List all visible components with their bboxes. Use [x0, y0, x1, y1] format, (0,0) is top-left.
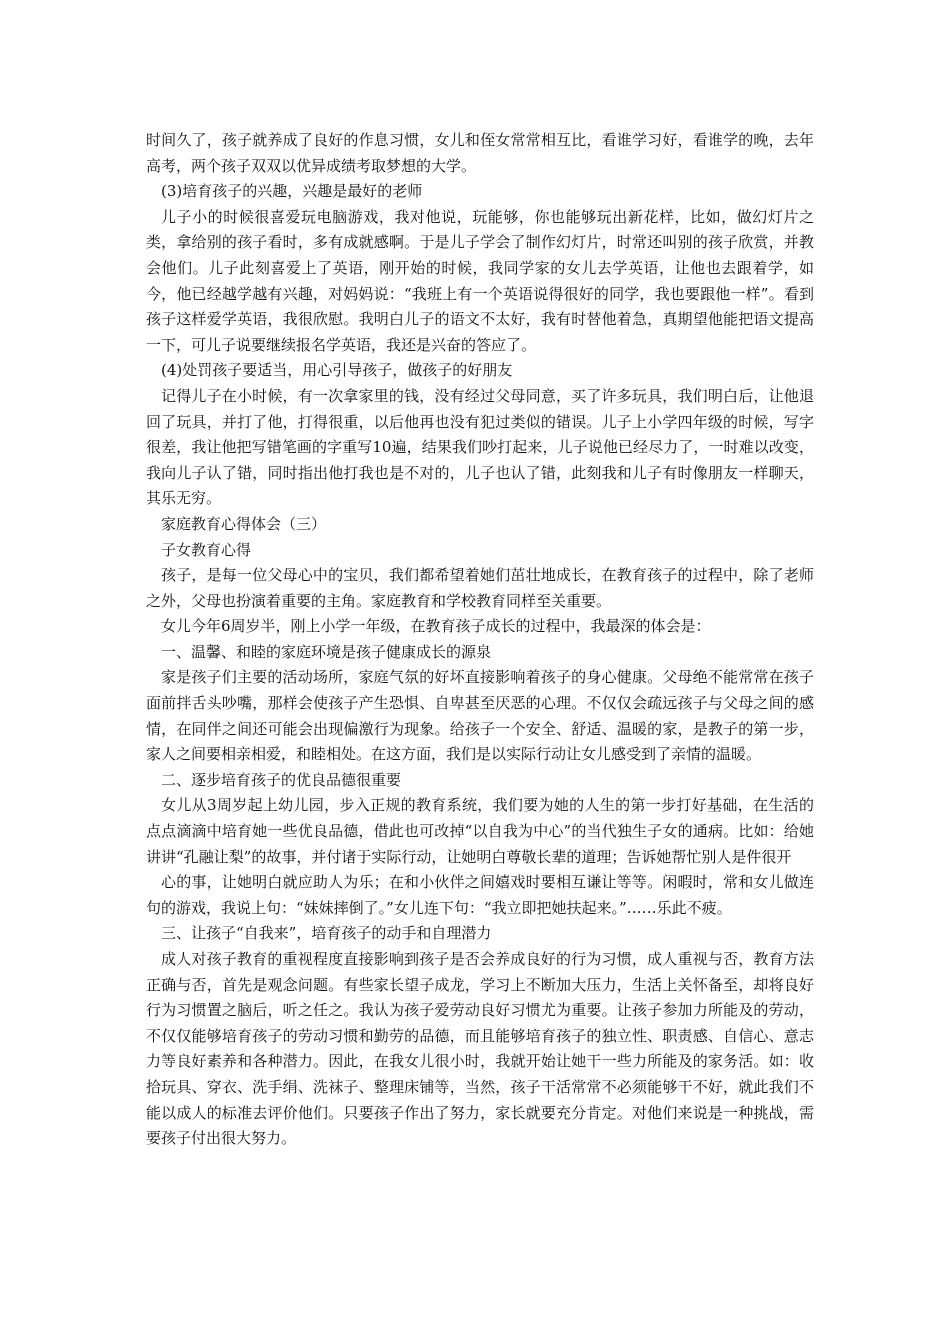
paragraph: 孩子，是每一位父母心中的宝贝，我们都希望着她们茁壮地成长，在教育孩子的过程中，除了老师之外，父母也扮演着重要的主角。家庭教育和学校教育同样至关重要。 — [146, 566, 814, 610]
paragraph: 女儿今年6周岁半，刚上小学一年级，在教育孩子成长的过程中，我最深的体会是： — [161, 617, 711, 636]
section-heading: (4)处罚孩子要适当，用心引导孩子，做孩子的好朋友 — [161, 361, 513, 380]
section-heading: (3)培育孩子的兴趣，兴趣是最好的老师 — [161, 182, 423, 201]
paragraph: 成人对孩子教育的重视程度直接影响到孩子是否会养成良好的行为习惯，成人重视与否，教育方法正确与否，首先是观念问题。有些家长望子成龙，学习上不断加大压力，生活上关怀备至，却将良好行为习惯置之脑后，听之任之。我认为孩子爱劳动良好习惯尤为重要。让孩子参加力所能及的劳动，不仅仅能够培育孩子的劳动习惯和勤劳的品德，而且能够培育孩子的独立性、职责感、自信心、意志力等良好素养和各种潜力。因此，在我女儿很小时，我就开始让她干一些力所能及的家务活。如：收拾玩具、穿衣、洗手绢、洗袜子、整理床铺等，当然，孩子干活常常不必须能够干不好，就此我们不能以成人的标准去评价他们。只要孩子作出了努力，家长就要充分肯定。对他们来说是一种挑战，需要孩子付出很大努力。 — [146, 950, 814, 1148]
section-heading: 二、逐步培育孩子的优良品德很重要 — [161, 770, 402, 789]
document-subtitle: 子女教育心得 — [161, 540, 252, 559]
paragraph: 时间久了，孩子就养成了良好的作息习惯，女儿和侄女常常相互比，看谁学习好，看谁学的晚，去年高考，两个孩子双双以优异成绩考取梦想的大学。 — [146, 131, 814, 175]
document-title: 家庭教育心得体会（三） — [161, 514, 327, 533]
paragraph: 女儿从3周岁起上幼儿园，步入正规的教育系统，我们要为她的人生的第一步打好基础，在生活的点点滴滴中培育她一些优良品德，借此也可改掉“以自我为中心”的当代独生子女的通病。比如：给她讲讲“孔融让梨”的故事，并付诸于实际行动，让她明白尊敬长辈的道理；告诉她帮忙别人是件很开 — [146, 796, 814, 866]
paragraph: 家是孩子们主要的活动场所，家庭气氛的好坏直接影响着孩子的身心健康。父母绝不能常常在孩子面前拌舌头吵嘴，那样会使孩子产生恐惧、自卑甚至厌恶的心理。不仅仅会疏远孩子与父母之间的感情，在同伴之间还可能会出现偏激行为现象。给孩子一个安全、舒适、温暖的家，是教子的第一步，家人之间要相亲相爱，和睦相处。在这方面，我们是以实际行动让女儿感受到了亲情的温暖。 — [146, 668, 814, 764]
paragraph: 心的事，让她明白就应助人为乐；在和小伙伴之间嬉戏时要相互谦让等等。闲暇时，常和女儿做连句的游戏，我说上句：“妹妹摔倒了。”女儿连下句：“我立即把她扶起来。”……乐此不疲。 — [146, 873, 814, 917]
paragraph: 记得儿子在小时候，有一次拿家里的钱，没有经过父母同意，买了许多玩具，我们明白后，让他退回了玩具，并打了他，打得很重，以后他再也没有犯过类似的错误。儿子上小学四年级的时候，写字很差，我让他把写错笔画的字重写10遍，结果我们吵打起来，儿子说他已经尽力了，一时难以改变，我向儿子认了错，同时指出他打我也是不对的，儿子也认了错，此刻我和儿子有时像朋友一样聊天，其乐无穷。 — [146, 386, 814, 508]
paragraph: 儿子小的时候很喜爱玩电脑游戏，我对他说，玩能够，你也能够玩出新花样，比如，做幻灯片之类，拿给别的孩子看时，多有成就感啊。于是儿子学会了制作幻灯片，时常还叫别的孩子欣赏，并教会他们。儿子此刻喜爱上了英语，刚开始的时候，我同学家的女儿去学英语，让他也去跟着学，如今，他已经越学越有兴趣，对妈妈说：“我班上有一个英语说得很好的同学，我也要跟他一样”。看到孩子这样爱学英语，我很欣慰。我明白儿子的语文不太好，我有时替他着急，真期望他能把语文提高一下，可儿子说要继续报名学英语，我还是兴奋的答应了。 — [146, 207, 814, 354]
section-heading: 三、让孩子“自我来”，培育孩子的动手和自理潜力 — [161, 924, 492, 943]
section-heading: 一、温馨、和睦的家庭环境是孩子健康成长的源泉 — [161, 642, 492, 661]
